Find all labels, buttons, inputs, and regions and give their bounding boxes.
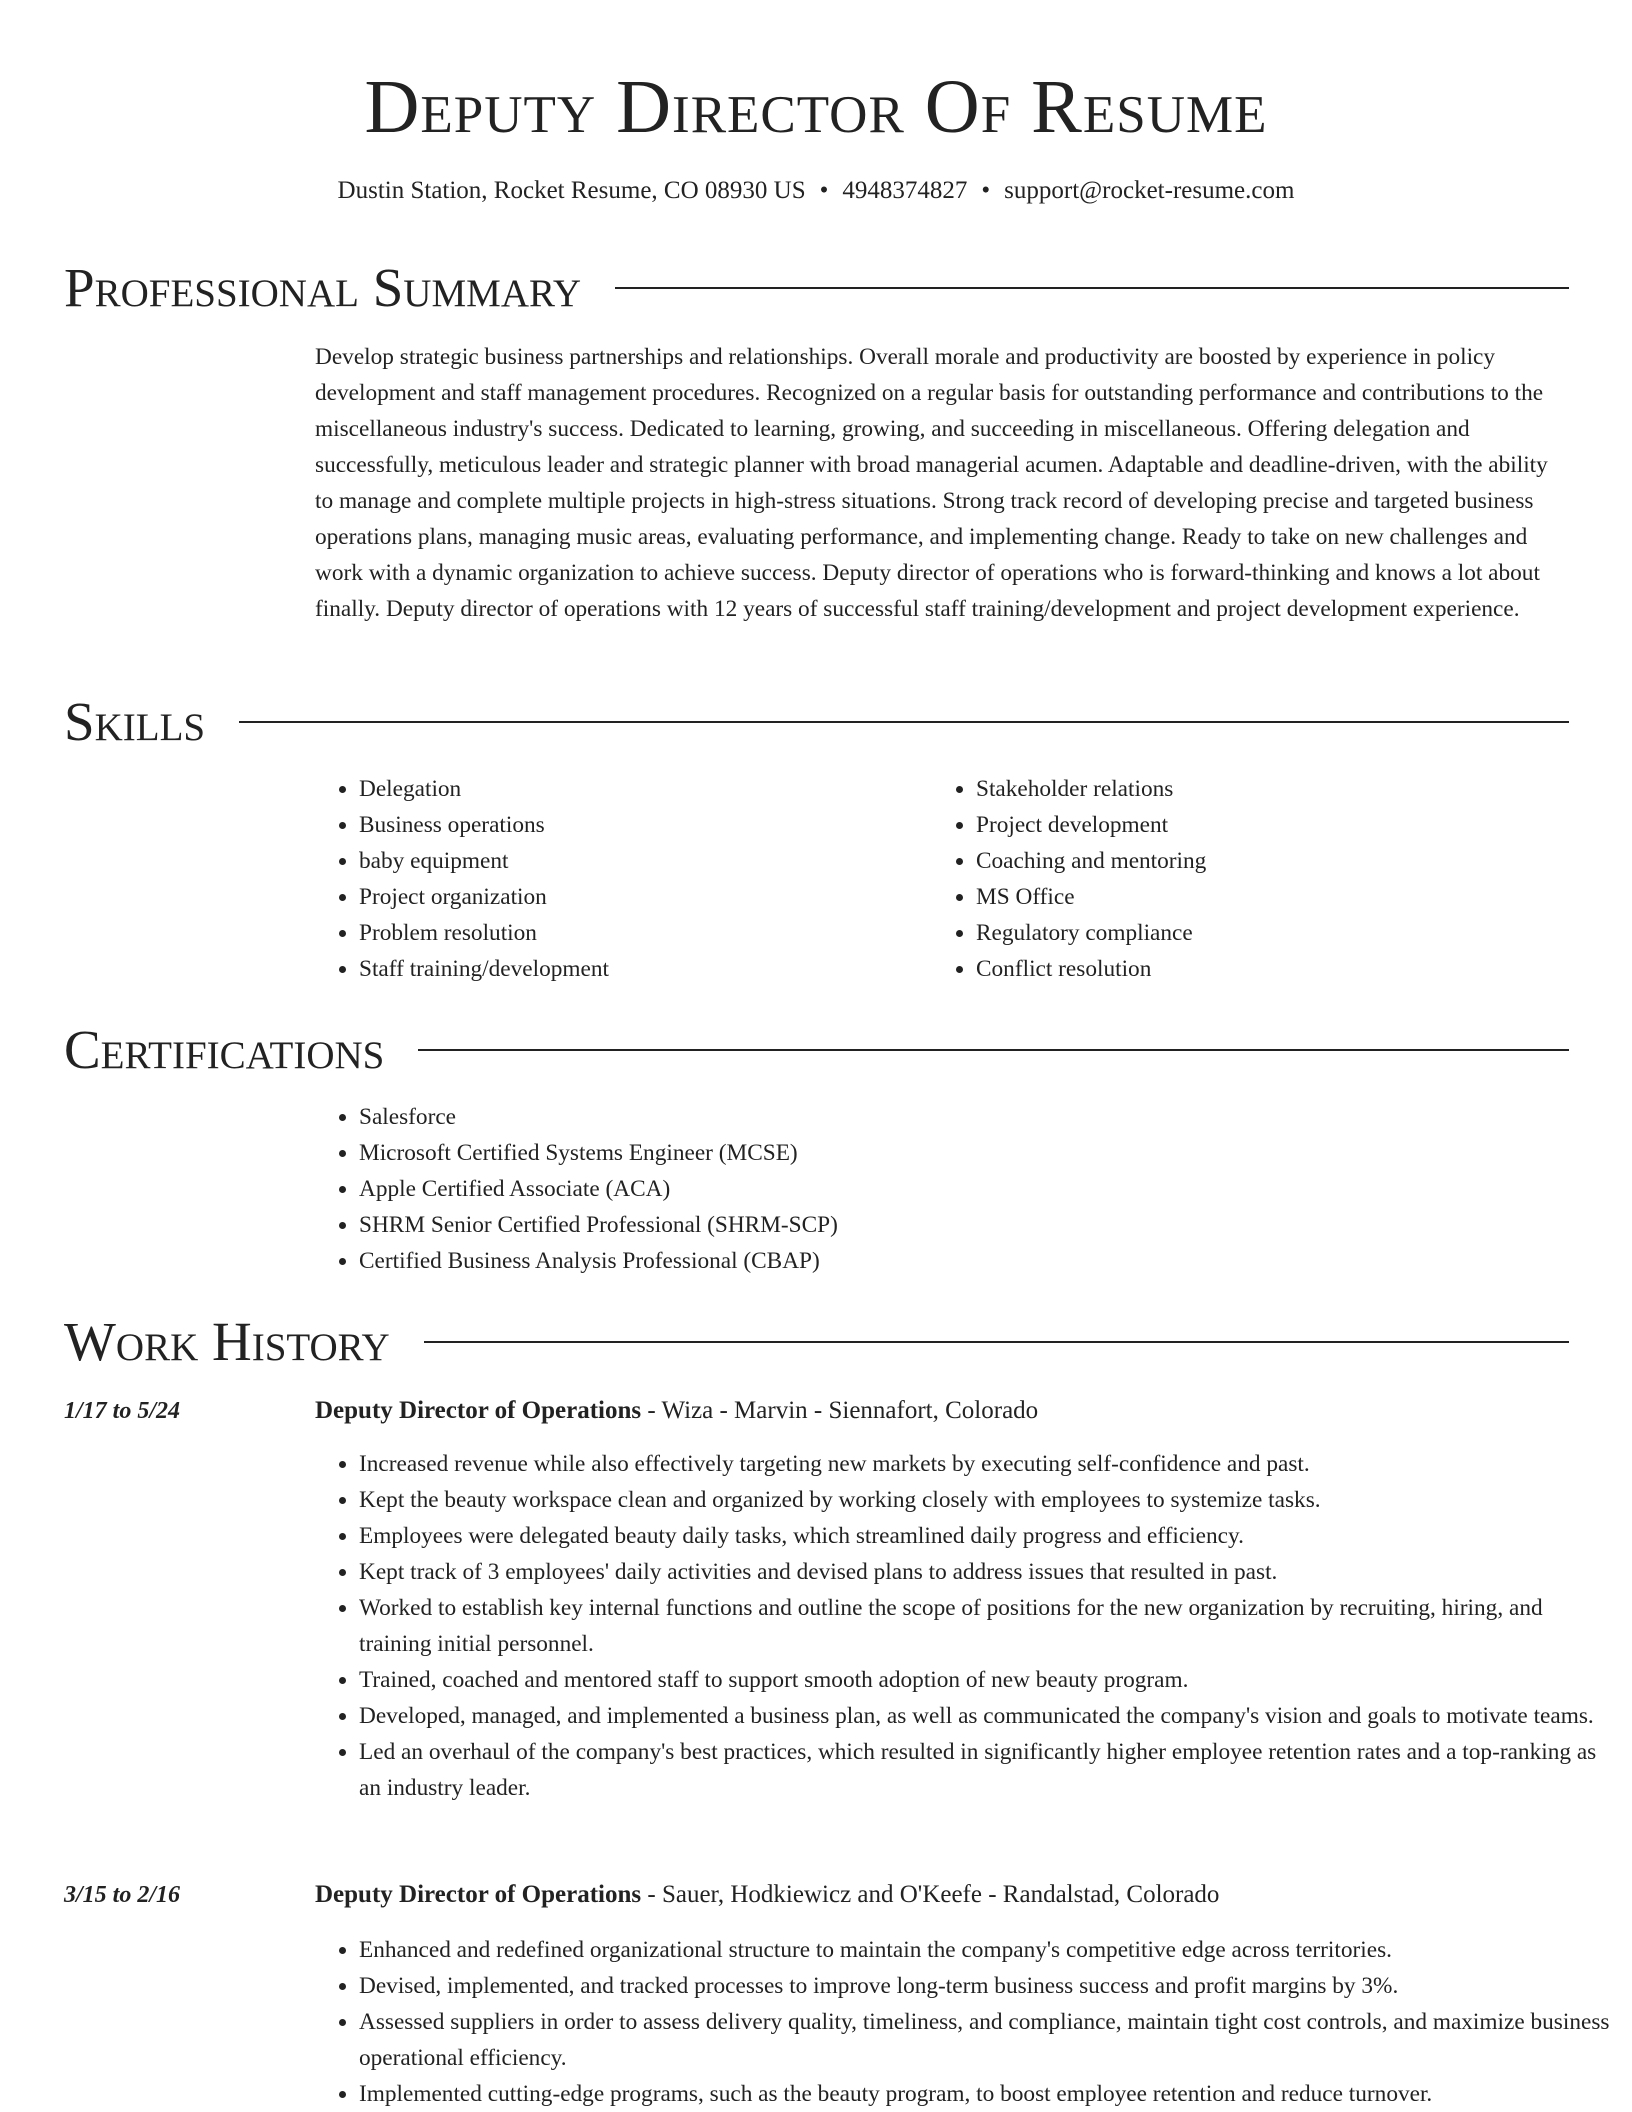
contact-email[interactable]: support@rocket-resume.com xyxy=(1004,177,1295,204)
section-divider xyxy=(239,721,1569,723)
skill-item: • MS Office xyxy=(976,879,1576,915)
skill-item: • Coaching and mentoring xyxy=(976,843,1576,879)
job-heading xyxy=(315,1394,1038,1428)
summary-heading: Professional Summary xyxy=(64,257,582,318)
job-bullet: • Devised, implemented, and tracked processes to improve long-term business success and profit margins by 3%. xyxy=(359,1968,1613,2004)
job-dates: 3/15 to 2/16 xyxy=(64,1882,181,1908)
skill-item: • Staff training/development xyxy=(359,951,929,987)
contact-separator: • xyxy=(819,177,829,204)
job-role: Deputy Director of Operations xyxy=(315,1881,642,1908)
certification-item: • Microsoft Certified Systems Engineer (MCSE) xyxy=(359,1135,1613,1171)
certification-item: • Certified Business Analysis Professional (CBAP) xyxy=(359,1243,1613,1279)
skills-heading: Skills xyxy=(64,691,206,752)
summary-text: Develop strategic business partnerships and relationships. Overall morale and productivity are boosted by experience in policy development and staff management procedures. Recognized on a regular basis for outstanding performance and contributions to the miscellaneous industry's success. Dedicated to learning, growing, and succeeding in miscellaneous. Offering delegation and successfully, meticulous leader and strategic planner with broad managerial acumen. Adaptable and deadline-driven, with the ability to manage and complete multiple projects in high-stress situations. Strong track record of developing precise and targeted business operations plans, managing music areas, evaluating performance, and implementing change. Ready to take on new challenges and work with a dynamic organization to achieve success. Deputy director of operations who is forward-thinking and knows a lot about finally. Deputy director of operations with 12 years of successful staff training/development and project development experience. xyxy=(315,344,1548,622)
job-details: - Sauer, Hodkiewicz and O'Keefe - Randalstad, Colorado xyxy=(641,1881,1220,1908)
job-bullets xyxy=(315,1932,1613,2112)
job-bullet: • Developed, managed, and implemented a business plan, as well as communicated the company's vision and goals to motivate teams. xyxy=(359,1698,1613,1734)
certifications-section-header xyxy=(64,1018,1569,1082)
skill-item: • Conflict resolution xyxy=(976,951,1576,987)
job-bullet: • Implemented cutting-edge programs, such as the beauty program, to boost employee retention and reduce turnover. xyxy=(359,2076,1613,2112)
certification-item: • SHRM Senior Certified Professional (SHRM-SCP) xyxy=(359,1207,1613,1243)
skills-section-header xyxy=(64,690,1569,754)
job-heading xyxy=(315,1878,1219,1912)
job-role: Deputy Director of Operations xyxy=(315,1397,642,1424)
job-details: - Wiza - Marvin - Siennafort, Colorado xyxy=(641,1397,1039,1424)
skill-item: • Stakeholder relations xyxy=(976,771,1576,807)
certifications-list xyxy=(315,1099,1613,1279)
skill-item: • Business operations xyxy=(359,807,929,843)
skill-item: • Regulatory compliance xyxy=(976,915,1576,951)
contact-line xyxy=(0,174,1632,208)
skill-item: • baby equipment xyxy=(359,843,929,879)
job-bullet: • Increased revenue while also effectively targeting new markets by executing self-confidence and past. xyxy=(359,1446,1613,1482)
contact-phone: 4948374827 xyxy=(842,177,968,204)
job-bullet: • Led an overhaul of the company's best practices, which resulted in significantly higher employee retention rates and a top-ranking as an industry leader. xyxy=(359,1734,1613,1806)
job-bullet: • Kept the beauty workspace clean and organized by working closely with employees to systemize tasks. xyxy=(359,1482,1613,1518)
skills-list-right xyxy=(932,771,1576,987)
certification-item: • Salesforce xyxy=(359,1099,1613,1135)
contact-separator: • xyxy=(981,177,991,204)
job-bullet: • Enhanced and redefined organizational structure to maintain the company's competitive edge across territories. xyxy=(359,1932,1613,1968)
job-bullet: • Assessed suppliers in order to assess delivery quality, timeliness, and compliance, maintain tight cost controls, and maximize business operational efficiency. xyxy=(359,2004,1613,2076)
skill-item: • Project organization xyxy=(359,879,929,915)
job-bullet: • Employees were delegated beauty daily tasks, which streamlined daily progress and efficiency. xyxy=(359,1518,1613,1554)
section-divider xyxy=(615,287,1569,289)
skill-item: • Problem resolution xyxy=(359,915,929,951)
certifications-heading: Certifications xyxy=(64,1019,385,1080)
skills-list-left xyxy=(315,771,929,987)
job-bullet: • Trained, coached and mentored staff to support smooth adoption of new beauty program. xyxy=(359,1662,1613,1698)
work-section-header xyxy=(64,1310,1569,1374)
certification-item: • Apple Certified Associate (ACA) xyxy=(359,1171,1613,1207)
skill-item: • Project development xyxy=(976,807,1576,843)
job-dates: 1/17 to 5/24 xyxy=(64,1398,181,1424)
section-divider xyxy=(418,1049,1569,1051)
section-divider xyxy=(424,1341,1569,1343)
work-heading: Work History xyxy=(64,1311,390,1372)
summary-section-header xyxy=(64,256,1569,320)
contact-address: Dustin Station, Rocket Resume, CO 08930 US xyxy=(337,177,806,204)
resume-name: Deputy Director Of Resume xyxy=(364,65,1268,149)
skill-item: • Delegation xyxy=(359,771,929,807)
job-bullet: • Kept track of 3 employees' daily activities and devised plans to address issues that resulted in past. xyxy=(359,1554,1613,1590)
job-bullets xyxy=(315,1446,1613,1806)
job-bullet: • Worked to establish key internal functions and outline the scope of positions for the new organization by recruiting, hiring, and training initial personnel. xyxy=(359,1590,1613,1662)
